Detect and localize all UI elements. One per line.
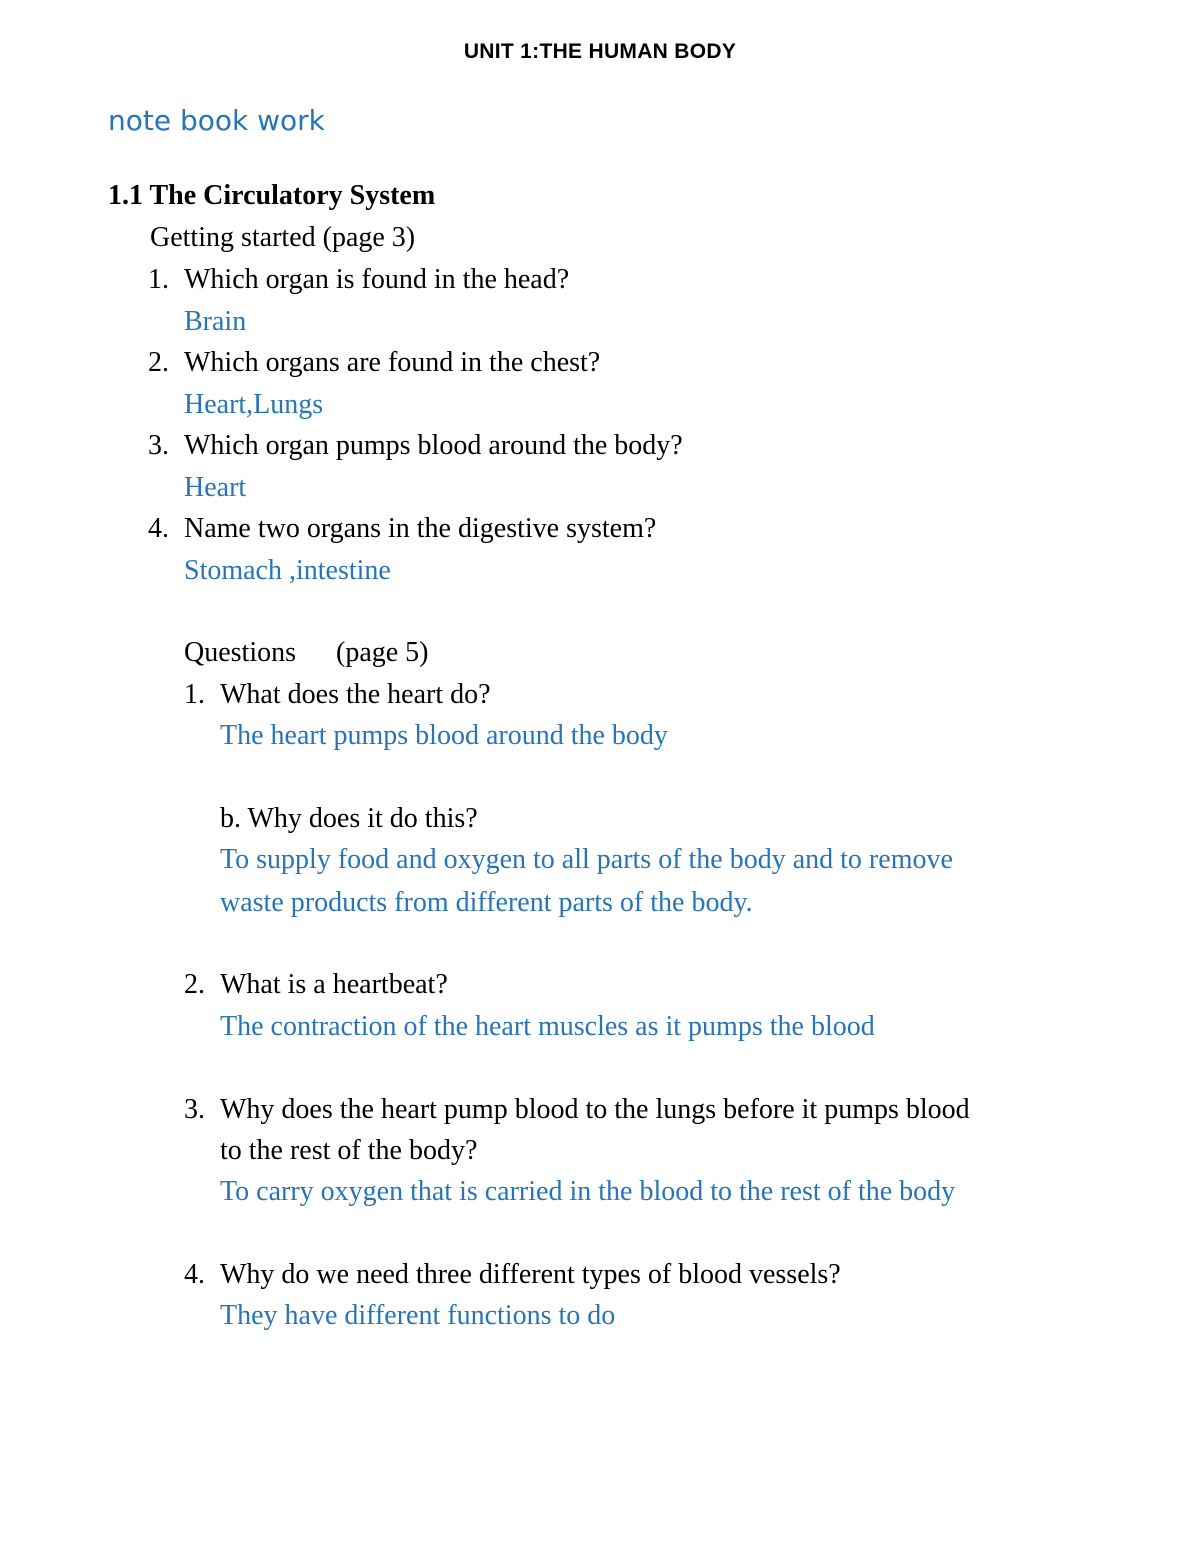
gs-answer-1: Brain xyxy=(184,306,247,337)
q4-answer: They have different functions to do xyxy=(220,1300,616,1331)
q3-question-line-2: to the rest of the body? xyxy=(220,1135,478,1166)
gs-answer-4: Stomach ,intestine xyxy=(184,555,391,586)
q3-question-text: Why does the heart pump blood to the lungs before it pumps blood xyxy=(220,1094,970,1125)
q3-question xyxy=(184,1093,970,1127)
q3-number: 3. xyxy=(184,1094,205,1125)
gs-question-1 xyxy=(148,263,569,297)
gs-number-4: 4. xyxy=(148,513,169,544)
gs-answer-3: Heart xyxy=(184,472,247,503)
questions-heading-page: (page 5) xyxy=(336,637,429,668)
q1-question-text: What does the heart do? xyxy=(220,679,491,710)
gs-question-2 xyxy=(148,346,600,380)
q1-question xyxy=(184,678,491,712)
gs-answer-2: Heart,Lungs xyxy=(184,389,324,420)
q2-number: 2. xyxy=(184,969,205,1000)
q4-number: 4. xyxy=(184,1259,205,1290)
getting-started-heading: Getting started (page 3) xyxy=(150,222,416,253)
q2-question xyxy=(184,968,448,1002)
questions-heading-label: Questions xyxy=(184,637,296,668)
gs-question-text-1: Which organ is found in the head? xyxy=(184,264,570,295)
gs-number-2: 2. xyxy=(148,347,169,378)
notebook-subtitle: note book work xyxy=(108,104,325,137)
q3-answer: To carry oxygen that is carried in the blood to the rest of the body xyxy=(220,1176,956,1207)
q2-question-text: What is a heartbeat? xyxy=(220,969,448,1000)
questions-heading xyxy=(184,636,429,670)
q1b-answer-line-1: To supply food and oxygen to all parts of the body and to remove xyxy=(220,844,953,875)
gs-number-1: 1. xyxy=(148,264,169,295)
gs-number-3: 3. xyxy=(148,430,169,461)
q2-answer: The contraction of the heart muscles as it pumps the blood xyxy=(220,1011,875,1042)
q4-question-text: Why do we need three different types of blood vessels? xyxy=(220,1259,841,1290)
q1-answer: The heart pumps blood around the body xyxy=(220,720,668,751)
gs-question-text-4: Name two organs in the digestive system? xyxy=(184,513,657,544)
section-title: 1.1 The Circulatory System xyxy=(108,180,436,211)
q1b-answer-line-2: waste products from different parts of the body. xyxy=(220,887,753,918)
gs-question-text-2: Which organs are found in the chest? xyxy=(184,347,601,378)
gs-question-4 xyxy=(148,512,656,546)
q1-number: 1. xyxy=(184,679,205,710)
unit-title: UNIT 1:THE HUMAN BODY xyxy=(463,40,737,63)
gs-question-3 xyxy=(148,429,683,463)
q4-question xyxy=(184,1258,841,1292)
q1b-question: b. Why does it do this? xyxy=(220,803,478,834)
gs-question-text-3: Which organ pumps blood around the body? xyxy=(184,430,683,461)
